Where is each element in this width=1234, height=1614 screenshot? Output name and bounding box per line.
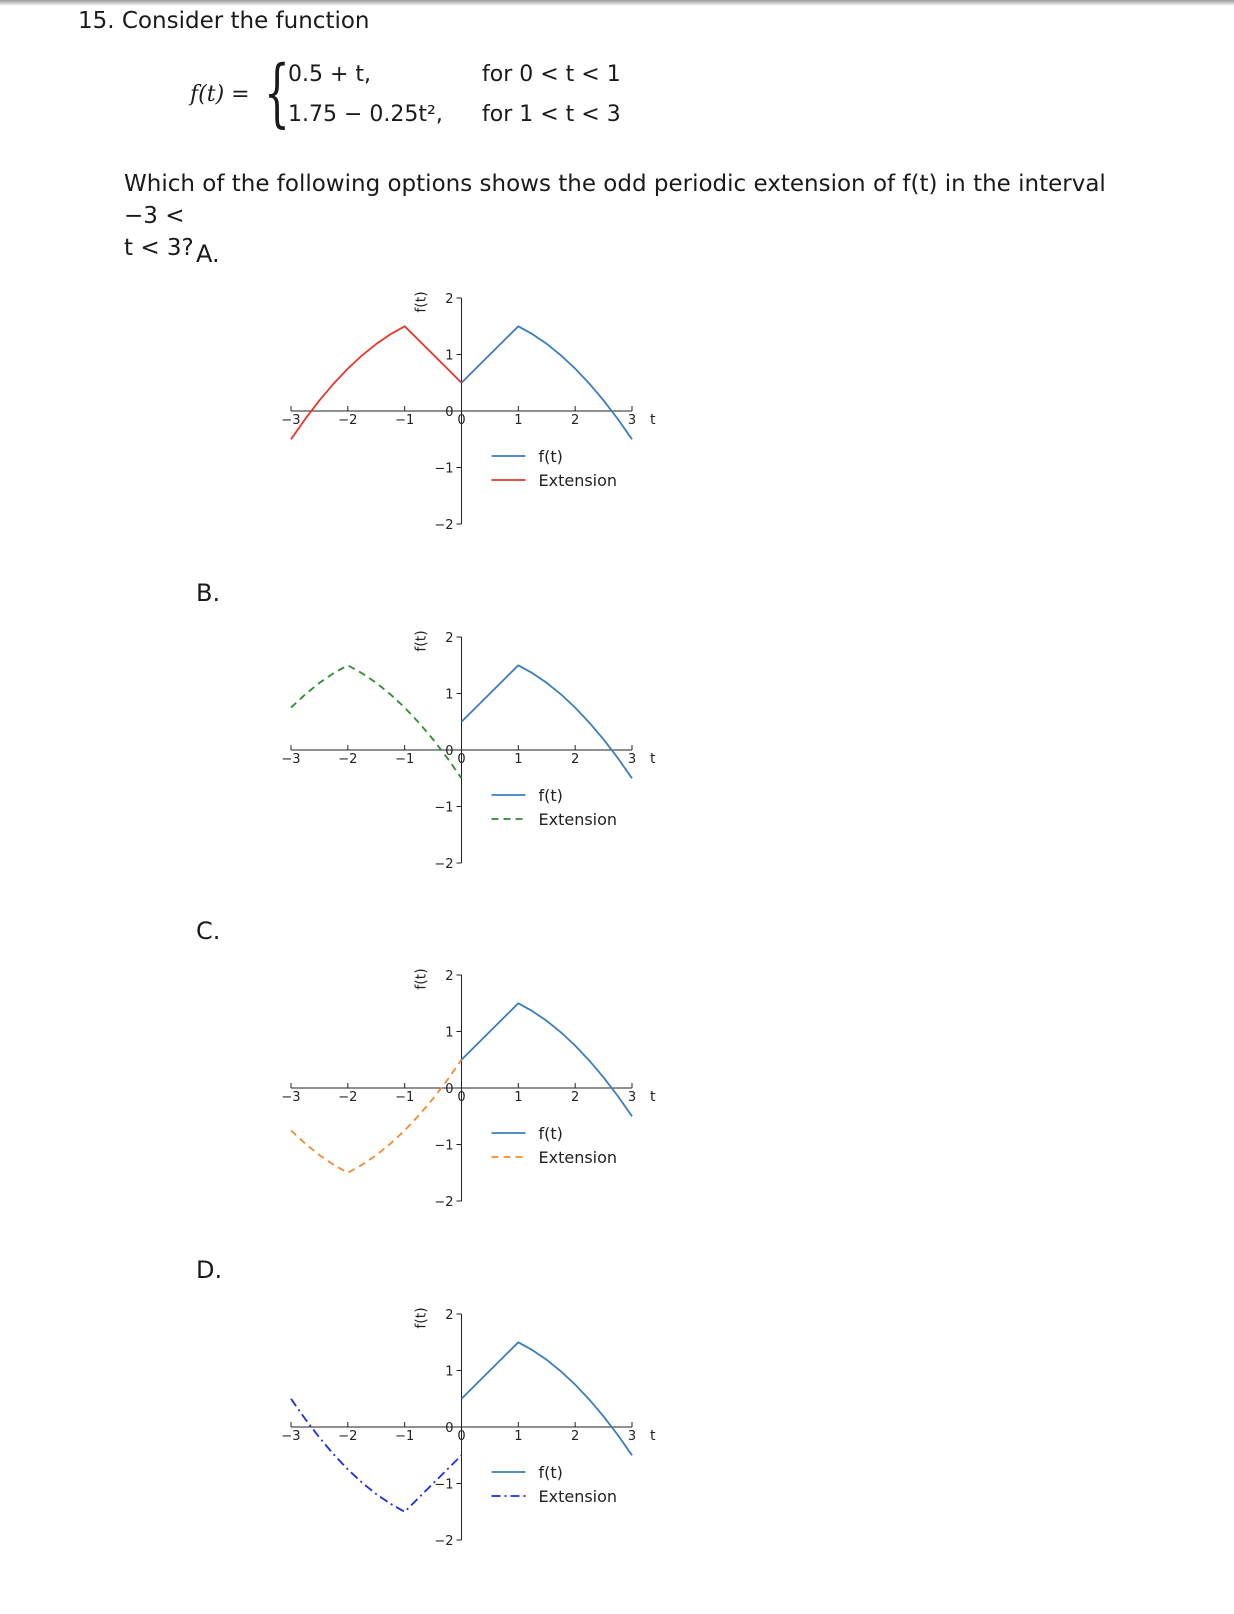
- series-extension-line: [291, 1060, 462, 1173]
- y-axis-label: f(t): [413, 968, 430, 990]
- piece2-expression: 1.75 − 0.25t²,: [288, 102, 443, 127]
- y-tick-label: −1: [434, 1477, 454, 1493]
- legend-label: Extension: [538, 1487, 618, 1506]
- y-tick-label: 1: [445, 348, 454, 364]
- x-axis-label: t: [650, 751, 656, 767]
- y-tick-label: 2: [445, 1308, 454, 1323]
- option-a-svg: [270, 270, 690, 570]
- option-b-label[interactable]: B.: [196, 579, 221, 607]
- y-tick-label: −1: [434, 461, 454, 477]
- x-axis-label: t: [650, 1428, 656, 1444]
- x-tick-label: −3: [281, 752, 301, 767]
- option-a-plot[interactable]: [270, 270, 690, 570]
- option-c-svg: [270, 947, 690, 1247]
- x-tick-label: −1: [395, 413, 415, 428]
- option-d-label[interactable]: D.: [196, 1256, 223, 1284]
- x-tick-label: 3: [627, 1429, 637, 1444]
- y-axis-label: f(t): [413, 1307, 430, 1329]
- y-tick-label: 2: [445, 631, 454, 646]
- y-tick-label: 2: [445, 969, 454, 984]
- legend-label: Extension: [538, 471, 618, 490]
- legend-label: Extension: [538, 810, 618, 829]
- x-tick-label: 0: [457, 1090, 466, 1105]
- series-original-line: [462, 326, 633, 439]
- legend-label: Extension: [538, 1148, 618, 1167]
- x-tick-label: 1: [514, 752, 523, 767]
- y-tick-label: −2: [434, 518, 454, 533]
- x-tick-label: −1: [395, 1090, 415, 1105]
- legend-label: f(t): [538, 447, 563, 466]
- y-tick-label: −2: [434, 857, 454, 872]
- y-tick-label: 0: [445, 1082, 454, 1097]
- question-title: 15. Consider the function: [78, 8, 370, 34]
- series-extension-line: [291, 1399, 462, 1512]
- option-c-plot[interactable]: [270, 947, 690, 1247]
- y-tick-label: 1: [445, 1364, 454, 1380]
- x-tick-label: 1: [514, 1090, 523, 1105]
- x-tick-label: 0: [457, 413, 466, 428]
- x-tick-label: 3: [627, 752, 637, 767]
- legend-label: f(t): [538, 1124, 563, 1143]
- legend-label: f(t): [538, 1463, 563, 1482]
- question-prompt: [124, 168, 1144, 264]
- x-tick-label: −2: [338, 413, 358, 428]
- piece2-condition: for 1 < t < 3: [482, 102, 621, 127]
- y-tick-label: −2: [434, 1195, 454, 1210]
- y-axis-label: f(t): [413, 291, 430, 313]
- series-extension-line: [291, 326, 462, 439]
- y-tick-label: −2: [434, 1534, 454, 1549]
- x-tick-label: −2: [338, 752, 358, 767]
- x-tick-label: −2: [338, 1429, 358, 1444]
- x-tick-label: 2: [571, 1429, 580, 1444]
- x-tick-label: 2: [571, 413, 580, 428]
- x-tick-label: 2: [571, 752, 580, 767]
- x-tick-label: −3: [281, 1429, 301, 1444]
- x-tick-label: −2: [338, 1090, 358, 1105]
- function-definition: [190, 52, 660, 142]
- x-tick-label: 1: [514, 413, 523, 428]
- y-tick-label: −1: [434, 800, 454, 816]
- piecewise-brace: {: [264, 50, 290, 136]
- x-tick-label: −3: [281, 413, 301, 428]
- x-tick-label: 0: [457, 752, 466, 767]
- x-tick-label: −1: [395, 752, 415, 767]
- y-tick-label: 2: [445, 292, 454, 307]
- x-tick-label: −3: [281, 1090, 301, 1105]
- option-d-plot[interactable]: [270, 1286, 690, 1586]
- y-tick-label: −1: [434, 1138, 454, 1154]
- x-tick-label: 3: [627, 1090, 637, 1105]
- x-tick-label: 2: [571, 1090, 580, 1105]
- y-tick-label: 0: [445, 405, 454, 420]
- option-d-svg: [270, 1286, 690, 1586]
- y-tick-label: 1: [445, 1025, 454, 1041]
- piece1-expression: 0.5 + t,: [288, 62, 372, 87]
- legend-label: f(t): [538, 786, 563, 805]
- x-axis-label: t: [650, 1089, 656, 1105]
- top-rule: [0, 0, 1234, 6]
- x-tick-label: 3: [627, 413, 637, 428]
- x-tick-label: −1: [395, 1429, 415, 1444]
- y-tick-label: 1: [445, 687, 454, 703]
- series-original-line: [462, 1003, 633, 1116]
- series-original-line: [462, 1342, 633, 1455]
- function-lhs: f(t) =: [190, 82, 250, 107]
- y-tick-label: 0: [445, 744, 454, 759]
- x-tick-label: 0: [457, 1429, 466, 1444]
- option-b-plot[interactable]: [270, 609, 690, 909]
- prompt-line-2: t < 3?: [124, 235, 194, 261]
- x-axis-label: t: [650, 412, 656, 428]
- x-tick-label: 1: [514, 1429, 523, 1444]
- option-b-svg: [270, 609, 690, 909]
- piece1-condition: for 0 < t < 1: [482, 62, 621, 87]
- option-a-label[interactable]: A.: [196, 240, 220, 268]
- y-tick-label: 0: [445, 1421, 454, 1436]
- option-c-label[interactable]: C.: [196, 917, 221, 945]
- series-original-line: [462, 665, 633, 778]
- y-axis-label: f(t): [413, 630, 430, 652]
- series-extension-line: [291, 665, 462, 778]
- prompt-line-1: Which of the following options shows the odd periodic extension of f(t) in the interval −3 <: [124, 171, 1106, 229]
